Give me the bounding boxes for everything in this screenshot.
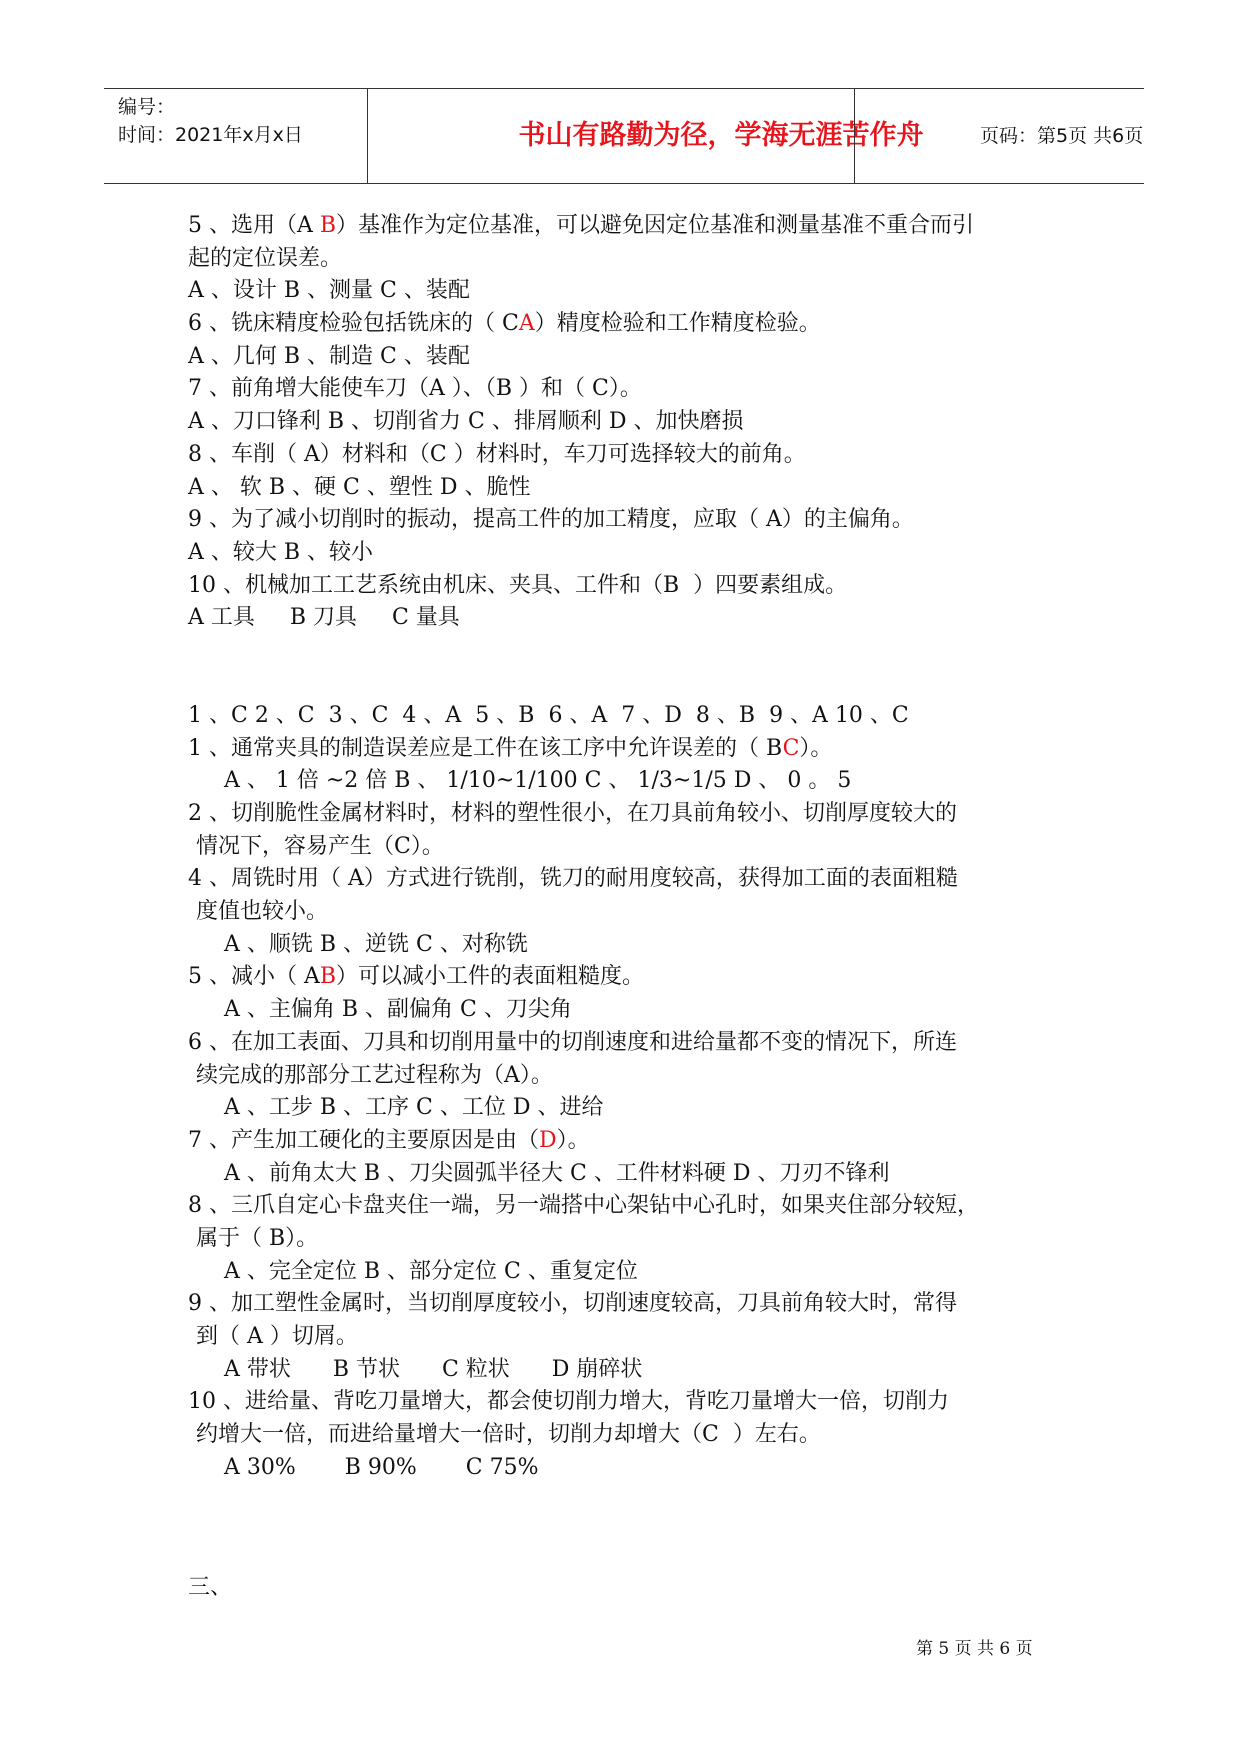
question-line: 情况下，容易产生（C）。 (196, 833, 444, 859)
question-line: 9 、加工塑性金属时，当切削厚度较小，切削速度较高，刀具前角较大时，常得 (188, 1291, 957, 1317)
question-line: 7 、产生加工硬化的主要原因是由（D）。 (188, 1127, 590, 1153)
document-body (188, 210, 1068, 1605)
question-line: 属于（ B）。 (196, 1225, 319, 1251)
option-line: A 、刀口锋利 B 、切削省力 C 、排屑顺利 D 、加快磨损 (188, 409, 744, 435)
option-line: A 带状 B 节状 C 粒状 D 崩碎状 (224, 1356, 643, 1382)
page-header (104, 88, 1144, 184)
question-line: 8 、三爪自定心卡盘夹住一端，另一端搭中心架钻中心孔时，如果夹住部分较短， (188, 1193, 979, 1219)
question-line: 9 、为了减小切削时的振动，提高工件的加工精度，应取（ A）的主偏角。 (188, 507, 914, 533)
option-line: A 、几何 B 、制造 C 、装配 (188, 343, 470, 369)
option-line: A 、 1 倍 ~2 倍 B 、 1/10~1/100 C 、 1/3~1/5 D 、 0 。 5 (224, 768, 852, 794)
question-line: 5 、减小（ AB）可以减小工件的表面粗糙度。 (188, 964, 645, 990)
question-line: 1 、通常夹具的制造误差应是工件在该工序中允许误差的（ BC）。 (188, 735, 833, 761)
option-line: A 、顺铣 B 、逆铣 C 、对称铣 (224, 931, 528, 957)
question-line: 续完成的那部分工艺过程称为（A）。 (196, 1062, 553, 1088)
question-line: 4 、周铣时用（ A）方式进行铣削，铣刀的耐用度较高，获得加工面的表面粗糙 (188, 866, 958, 892)
question-line: 度值也较小。 (196, 899, 329, 925)
option-line: A 、工步 B 、工序 C 、工位 D 、进给 (224, 1095, 604, 1121)
header-info (118, 93, 303, 149)
header-page-label: 页码：第5页 共6页 (980, 125, 1144, 147)
question-line: 到（ A ）切屑。 (196, 1324, 358, 1349)
time-label: 时间：2021年x月x日 (118, 124, 303, 146)
number-label: 编号： (118, 96, 176, 118)
page-footer: 第 5 页 共 6 页 (916, 1639, 1033, 1659)
option-line: A 、前角太大 B 、刀尖圆弧半径大 C 、工件材料硬 D 、刀刃不锋利 (224, 1160, 890, 1186)
question-line: 起的定位误差。 (188, 245, 343, 271)
question-line: 6 、铣床精度检验包括铣床的（ CA）精度检验和工作精度检验。 (188, 311, 821, 337)
question-line: 10 、机械加工工艺系统由机床、夹具、工件和（B ）四要素组成。 (188, 572, 848, 598)
header-motto: 书山有路勤为径，学海无涯苦作舟 (518, 120, 924, 151)
header-divider (854, 89, 855, 183)
section-three-label: 三、 (188, 1575, 233, 1601)
option-line: A 30% B 90% C 75% (224, 1454, 539, 1480)
question-line: 约增大一倍，而进给量增大一倍时，切削力却增大（C ）左右。 (196, 1422, 821, 1448)
option-line: A 、较大 B 、较小 (188, 539, 374, 565)
option-line: A 工具 B 刀具 C 量具 (188, 605, 460, 631)
question-line: 8 、车削（ A）材料和（C ）材料时，车刀可选择较大的前角。 (188, 441, 806, 467)
question-line: 5 、选用（A B）基准作为定位基准，可以避免因定位基准和测量基准不重合而引 (188, 213, 975, 238)
question-line: 7 、前角增大能使车刀（A ）、（B ）和（ C）。 (188, 376, 642, 402)
header-divider (367, 89, 368, 183)
question-line: 6 、在加工表面、刀具和切削用量中的切削速度和进给量都不变的情况下，所连 (188, 1029, 957, 1055)
question-line: 2 、切削脆性金属材料时，材料的塑性很小，在刀具前角较小、切削厚度较大的 (188, 801, 957, 826)
option-line: A 、 软 B 、硬 C 、塑性 D 、脆性 (188, 474, 531, 500)
option-line: A 、主偏角 B 、副偏角 C 、刀尖角 (224, 997, 572, 1023)
question-line: 10 、进给量、背吃刀量增大，都会使切削力增大，背吃刀量增大一倍，切削力 (188, 1389, 949, 1415)
option-line: A 、完全定位 B 、部分定位 C 、重复定位 (224, 1258, 638, 1284)
answer-key-line: 1 、C 2 、C 3 、C 4 、A 5 、B 6 、A 7 、D 8 、B 9 、A 10 、C (188, 702, 909, 728)
option-line: A 、设计 B 、测量 C 、装配 (188, 278, 470, 304)
